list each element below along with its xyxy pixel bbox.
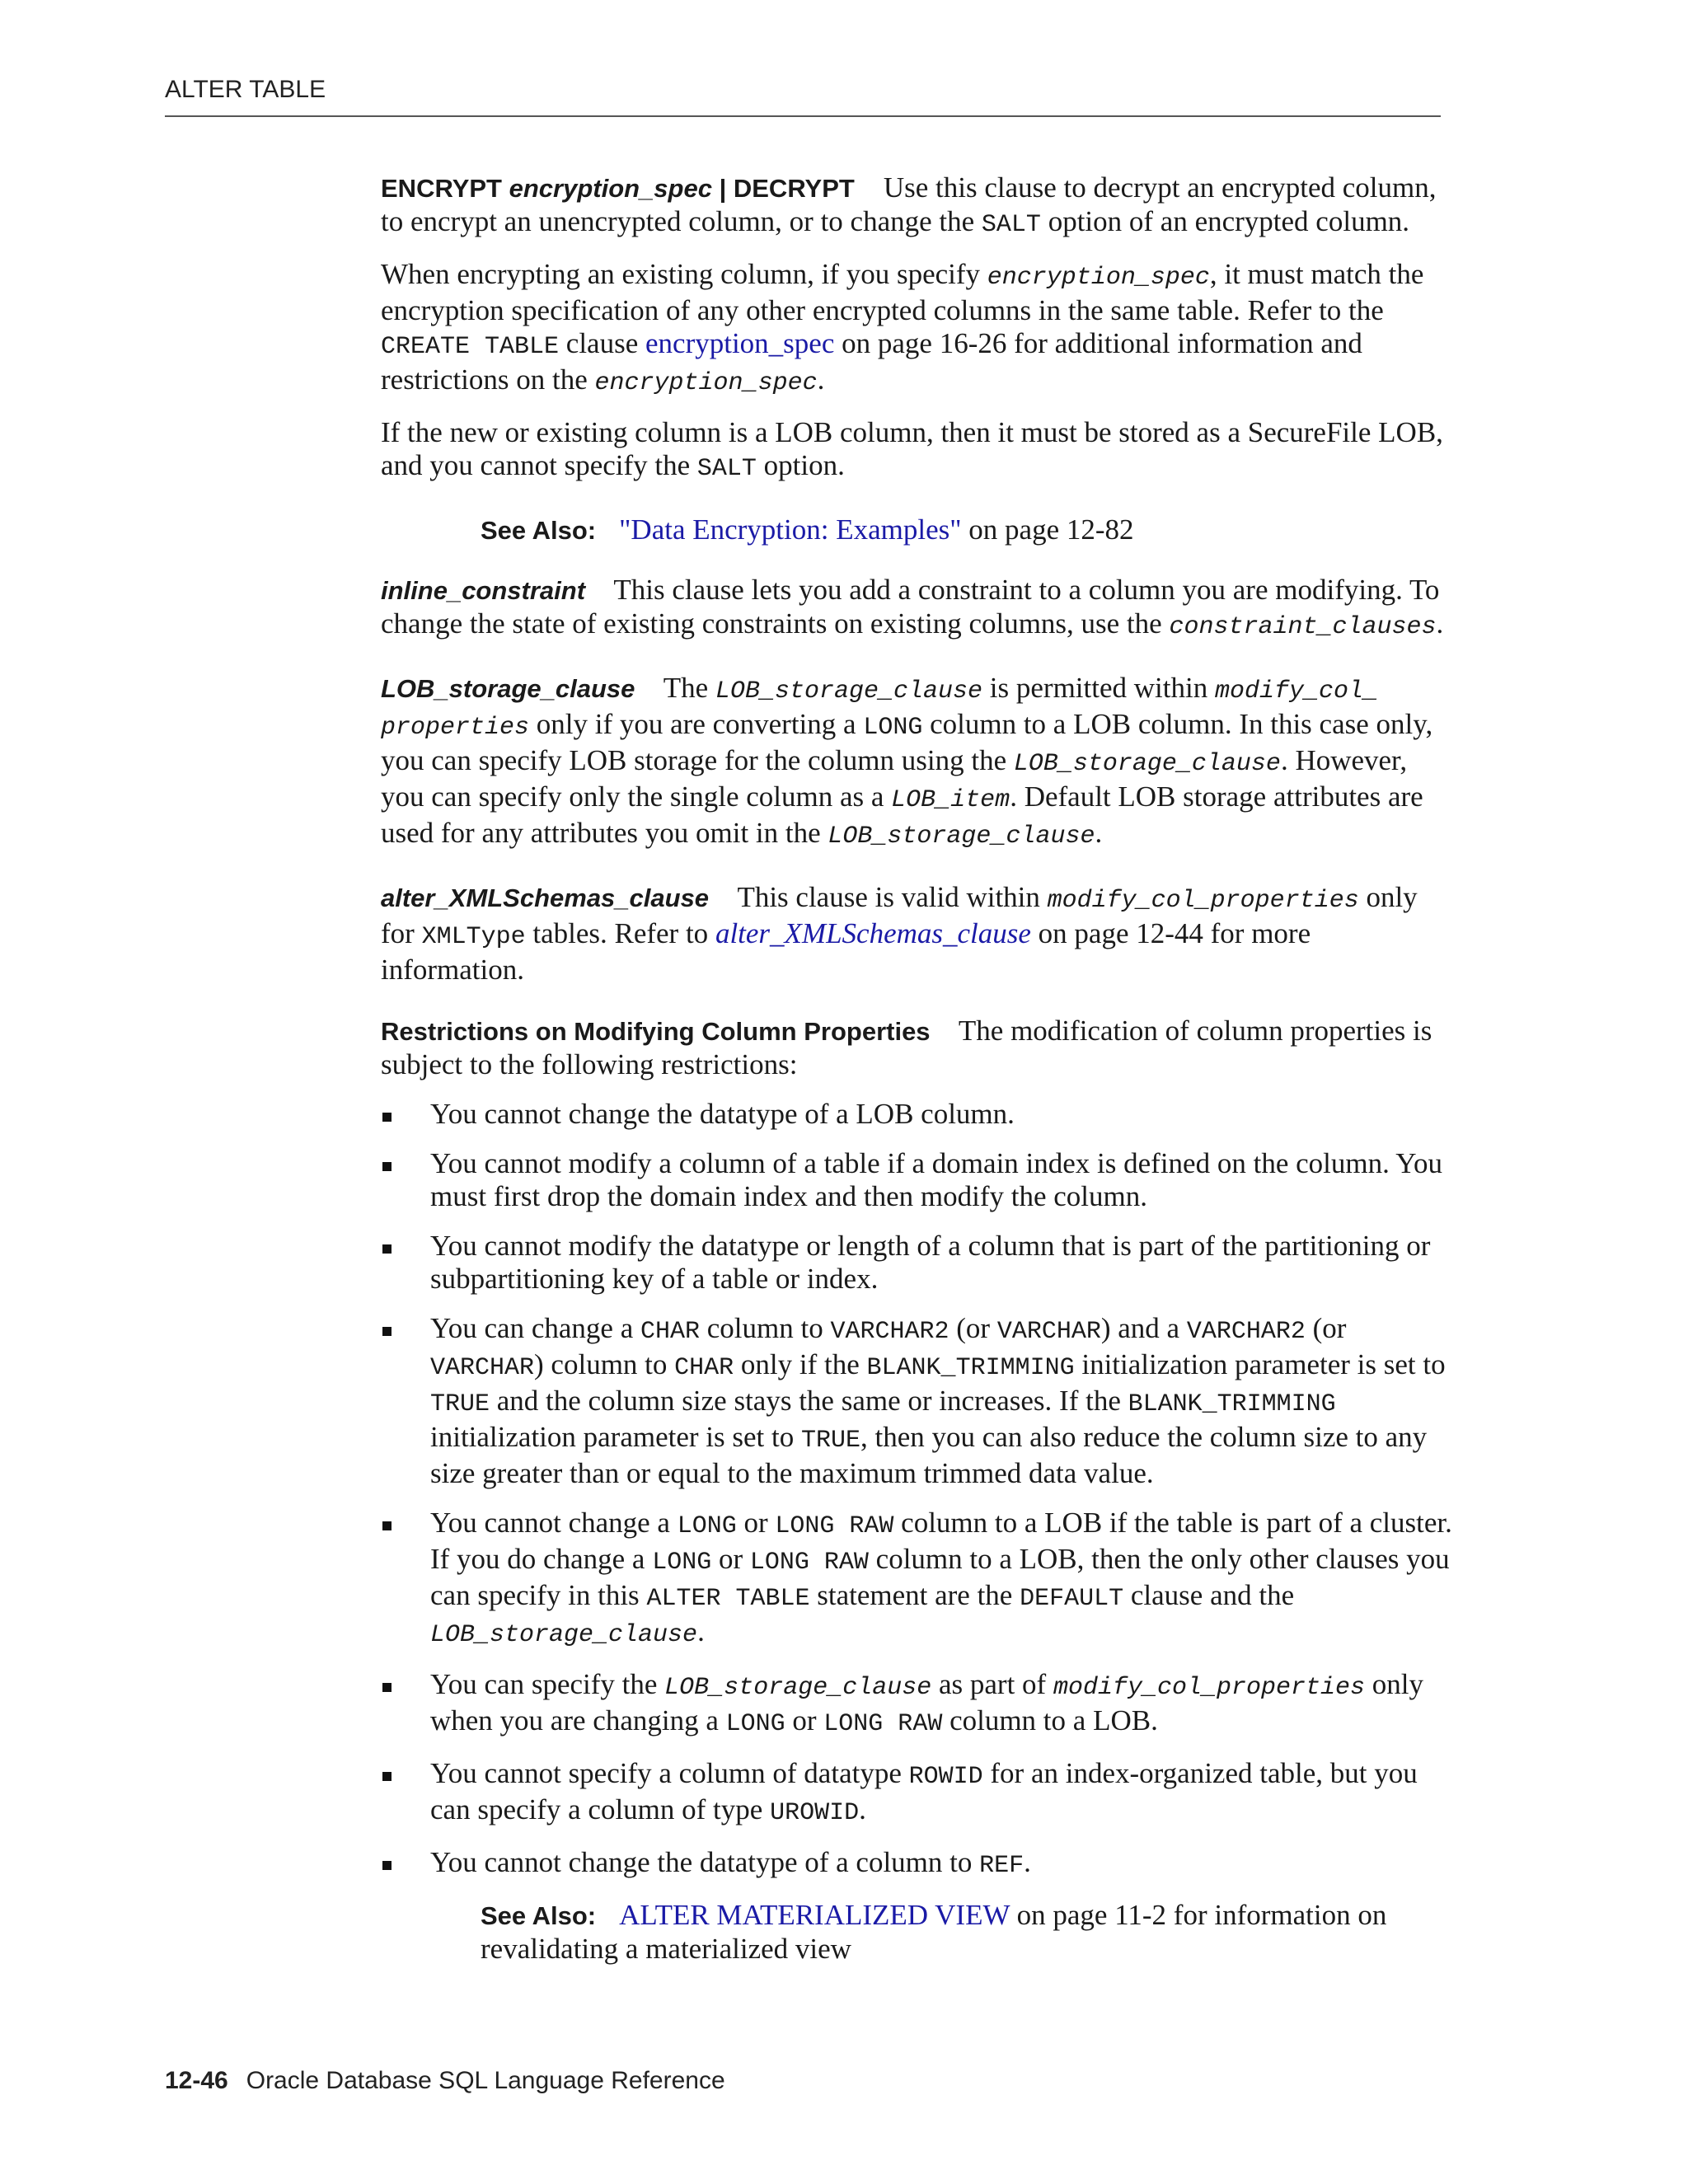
alter-xmlschemas-paragraph: alter_XMLSchemas_clause This clause is valid within modify_col_properties only for XMLType tables. Refer to alter_XMLSchemas_clause on page 12-44 for more information. xyxy=(381,881,1418,986)
restrictions-term: Restrictions on Modifying Column Properties xyxy=(381,1017,931,1046)
bullet-icon xyxy=(382,1244,392,1254)
code-encryption-spec-2: encryption_spec xyxy=(594,369,818,397)
see-also-encryption: See Also: "Data Encryption: Examples" on page 12-82 xyxy=(481,513,1134,546)
code-lob-item: LOB_item xyxy=(891,786,1010,814)
list-item: You cannot change a LONG or LONG RAW column to a LOB if the table is part of a cluster. If you do change a LONG or LONG RAW column to a LOB, then the only other clauses you can specify in this ALTER TABLE statement are the DEFAULT clause and the LOB_storage_clause. xyxy=(381,1507,1452,1652)
alter-xmlschemas-link[interactable]: alter_XMLSchemas_clause xyxy=(715,917,1031,949)
see-also-label: See Also: xyxy=(481,516,597,545)
code-encryption-spec: encryption_spec xyxy=(987,264,1210,292)
code-lob-storage-clause: LOB_storage_clause xyxy=(715,677,983,705)
code-salt-2: SALT xyxy=(696,455,757,483)
code-lob-storage-clause-3: LOB_storage_clause xyxy=(828,823,1095,851)
alter-xmlschemas-term: alter_XMLSchemas_clause xyxy=(381,883,710,912)
list-item: You cannot change the datatype of a LOB column. xyxy=(381,1098,1452,1131)
restrictions-paragraph: Restrictions on Modifying Column Properties The modification of column properties is subject to the following restrictions: xyxy=(381,1015,1432,1080)
see-also-materialized-view: See Also: ALTER MATERIALIZED VIEW on page 11-2 for information on revalidating a materialized view xyxy=(481,1899,1387,1965)
list-item: You cannot modify a column of a table if a domain index is defined on the column. You must first drop the domain index and then modify the column. xyxy=(381,1147,1452,1213)
code-create-table: CREATE TABLE xyxy=(381,333,560,361)
bullet-icon xyxy=(382,1521,392,1530)
inline-constraint-paragraph: inline_constraint This clause lets you add a constraint to a column you are modifying. To change the state of existing constraints on existing columns, use the constraint_clauses. xyxy=(381,574,1444,641)
bullet-icon xyxy=(382,1162,392,1171)
code-modify-col-properties-2: modify_col_properties xyxy=(1047,887,1359,915)
list-item: You can specify the LOB_storage_clause as part of modify_col_properties only when you are changing a LONG or LONG RAW column to a LOB. xyxy=(381,1668,1452,1741)
see-also-label: See Also: xyxy=(481,1901,597,1930)
code-modify-col-properties: modify_col_ properties xyxy=(381,677,1378,742)
page-body xyxy=(381,171,1452,1992)
restrictions-list xyxy=(381,1098,1452,1882)
running-header: ALTER TABLE xyxy=(165,76,326,103)
lob-securefile-paragraph: If the new or existing column is a LOB column, then it must be stored as a SecureFile LOB, and you cannot specify the SALT option. xyxy=(381,416,1443,483)
bullet-icon xyxy=(382,1772,392,1781)
page-footer xyxy=(165,2067,725,2095)
page-number: 12-46 xyxy=(165,2067,228,2094)
code-long: LONG xyxy=(863,714,923,742)
code-constraint-clauses: constraint_clauses xyxy=(1169,613,1437,641)
encryption-spec-link[interactable]: encryption_spec xyxy=(645,327,835,359)
list-item: You cannot modify the datatype or length of a column that is part of the partitioning or subpartitioning key of a table or index. xyxy=(381,1230,1452,1296)
bullet-icon xyxy=(382,1113,392,1122)
data-encryption-examples-link[interactable]: "Data Encryption: Examples" xyxy=(619,513,962,546)
lob-storage-term: LOB_storage_clause xyxy=(381,674,635,703)
bullet-icon xyxy=(382,1327,392,1336)
list-item: You cannot specify a column of datatype ROWID for an index-organized table, but you can specify a column of type UROWID. xyxy=(381,1757,1452,1830)
book-title: Oracle Database SQL Language Reference xyxy=(246,2067,725,2094)
header-rule xyxy=(165,115,1441,117)
code-lob-storage-clause-2: LOB_storage_clause xyxy=(1013,750,1281,778)
bullet-icon xyxy=(382,1861,392,1870)
code-xmltype: XMLType xyxy=(421,923,526,951)
code-salt: SALT xyxy=(981,211,1041,239)
encrypt-paragraph: ENCRYPT encryption_spec | DECRYPT Use this clause to decrypt an encrypted column, to encrypt an unencrypted column, or to change the SALT option of an encrypted column. xyxy=(381,171,1437,239)
inline-constraint-term: inline_constraint xyxy=(381,576,586,605)
alter-materialized-view-link[interactable]: ALTER MATERIALIZED VIEW xyxy=(619,1899,1010,1931)
bullet-icon xyxy=(382,1683,392,1692)
list-item: You cannot change the datatype of a column to REF. xyxy=(381,1846,1452,1882)
list-item: You can change a CHAR column to VARCHAR2 (or VARCHAR) and a VARCHAR2 (or VARCHAR) column to CHAR only if the BLANK_TRIMMING initialization parameter is set to TRUE and the column size stays the same or increases. If the BLANK_TRIMMING initialization parameter is set to TRUE, then you can also reduce the column size to any size greater than or equal to the maximum trimmed data value. xyxy=(381,1312,1452,1490)
encrypt-existing-paragraph: When encrypting an existing column, if you specify encryption_spec, it must match the encryption specification of any other encrypted columns in the same table. Refer to the CREATE TABLE clause encryption_spec on page 16-26 for additional information and restrictions on the encryption_spec. xyxy=(381,258,1424,397)
lob-storage-paragraph: LOB_storage_clause The LOB_storage_clause is permitted within modify_col_ properties only if you are converting a LONG column to a LOB column. In this case only, you can specify LOB storage for the column using the LOB_storage_clause. However, you can specify only the single column as a LOB_item. Default LOB storage attributes are used for any attributes you omit in the LOB_storage_clause. xyxy=(381,672,1433,851)
encrypt-term: ENCRYPT encryption_spec | DECRYPT xyxy=(381,174,855,203)
